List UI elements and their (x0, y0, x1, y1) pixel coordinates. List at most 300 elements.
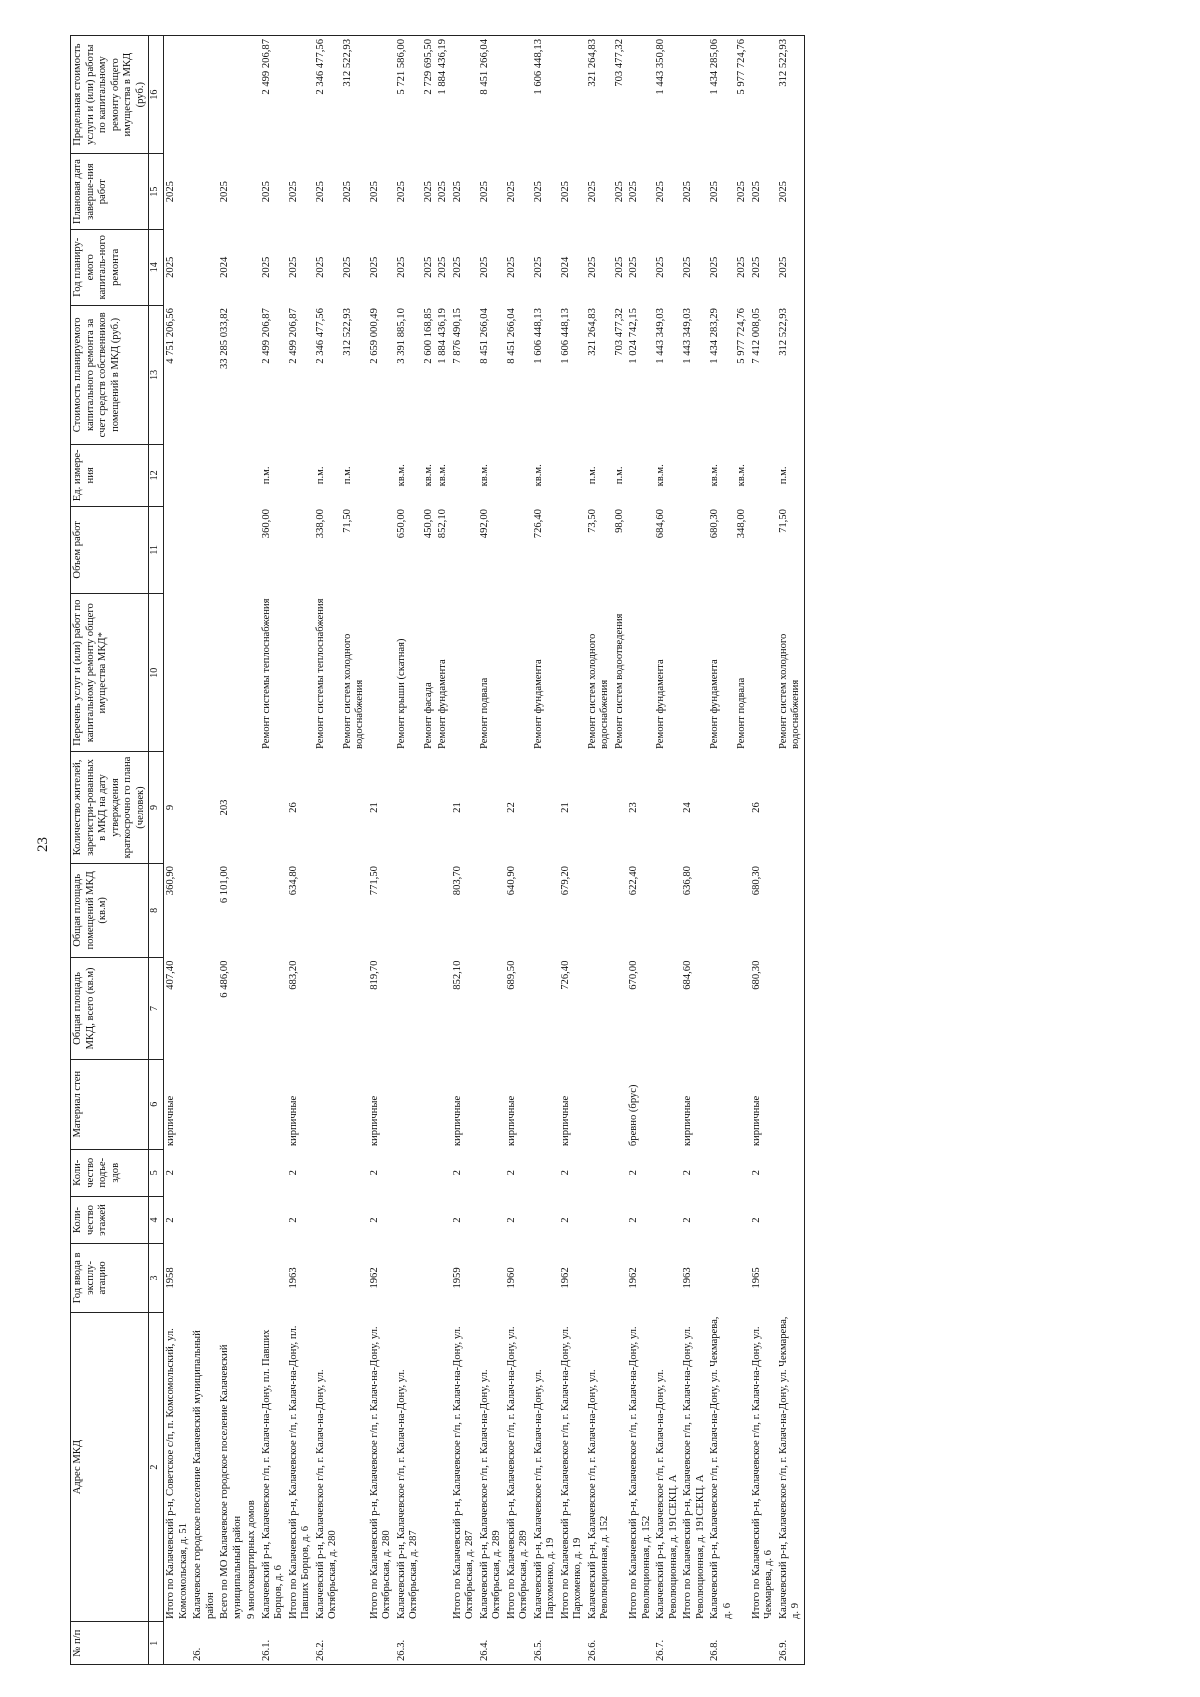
table-cell: 2025 (165, 256, 176, 278)
table-cell (436, 1312, 451, 1622)
table-cell: п.м. (314, 466, 326, 485)
table-cell: кв.м. (736, 464, 747, 487)
table-row (314, 36, 341, 1665)
table-cell (613, 863, 628, 958)
table-cell (218, 506, 245, 593)
table-cell (191, 752, 218, 863)
table-cell (395, 1244, 422, 1313)
table-cell: 2025 (422, 256, 434, 278)
table-cell: кв.м. (478, 464, 490, 487)
table-cell (532, 752, 559, 863)
table-cell: Калачевский р-н, Калачевское г/п, г. Калач-на-Дону, ул. Революционная, д. 191СЕКЦ. А (655, 1369, 679, 1619)
table-cell: кирпичные (682, 1095, 693, 1147)
table-cell (654, 1149, 681, 1196)
table-cell (341, 1196, 368, 1243)
table-cell (777, 752, 805, 863)
table-cell: Ремонт фундамента (437, 659, 448, 749)
table-cell (341, 958, 368, 1060)
table-row (777, 36, 805, 1665)
table-cell (478, 1059, 505, 1149)
table-row (368, 36, 395, 1665)
table-cell (314, 1244, 341, 1313)
table-cell (750, 1622, 777, 1665)
table-cell (164, 594, 192, 752)
table-cell (451, 506, 478, 593)
table-row (750, 36, 777, 1665)
table-cell: 2024 (219, 256, 230, 278)
table-cell (681, 445, 708, 506)
header-cell: Стоимость планируемого капитального ремонта за счет средств собственников помещений в МКД (руб.) (71, 305, 149, 444)
table-cell: 1959 (451, 1267, 463, 1289)
table-cell: п.м. (260, 466, 272, 485)
table-cell: 360,90 (165, 866, 176, 896)
table-cell: 2025 (165, 181, 176, 203)
table-cell (750, 36, 777, 154)
table-cell: 9 многоквартирных домов (246, 1500, 257, 1619)
table-cell (451, 36, 478, 154)
table-cell (422, 1196, 437, 1243)
table-cell: 650,00 (395, 509, 407, 539)
table-cell (750, 445, 777, 506)
table-cell: 726,40 (559, 960, 571, 990)
table-cell: 2025 (777, 154, 805, 230)
table-cell (451, 594, 478, 752)
table-cell: 312 522,93 (777, 36, 805, 154)
table-cell (505, 445, 532, 506)
table-cell: 2025 (736, 181, 747, 203)
table-cell: 1962 (368, 1267, 380, 1289)
table-cell: 21 (368, 802, 380, 813)
table-cell (191, 1244, 218, 1313)
table-cell: 640,90 (505, 866, 517, 896)
table-cell (260, 958, 287, 1060)
table-cell: Ремонт систем холодного водоснабжения (341, 633, 365, 749)
table-cell (750, 506, 777, 593)
table-cell (478, 1149, 505, 1196)
table-cell (777, 1149, 805, 1196)
table-cell (436, 1622, 451, 1665)
table-cell (735, 1244, 750, 1313)
table-cell (559, 594, 586, 752)
table-cell: 2 (628, 1217, 639, 1223)
table-cell (218, 594, 245, 752)
table-cell: Итого по Калачевский р-н, Калачевское г/п, г. Калач-на-Дону, пл. Павших Борцов, д. 6 (287, 1325, 311, 1619)
table-cell (654, 752, 681, 863)
table-cell (532, 1059, 559, 1149)
table-cell (164, 36, 192, 154)
table-cell: Итого по Калачевский р-н, Калачевское г/п, г. Калач-на-Дону, ул. Октябрьская, д. 280 (368, 1326, 392, 1619)
table-cell: 2 (628, 1170, 639, 1176)
capital-repair-table (70, 35, 805, 1665)
table-cell: 1958 (165, 1267, 176, 1289)
table-cell (613, 958, 628, 1060)
table-cell: 312 522,93 (341, 36, 368, 154)
table-cell (478, 958, 505, 1060)
table-row (532, 36, 559, 1665)
table-cell (260, 1244, 287, 1313)
table-cell: 5 721 586,00 (395, 36, 422, 154)
table-cell (245, 752, 260, 863)
table-cell: 852,10 (451, 960, 463, 990)
table-cell: 21 (451, 802, 463, 813)
table-cell: 2025 (655, 181, 666, 203)
table-cell: Ремонт фундамента (532, 659, 544, 749)
table-cell: кирпичные (451, 1095, 463, 1147)
table-cell (341, 1622, 368, 1665)
table-cell: 312 522,93 (777, 305, 805, 444)
table-cell: Ремонт фундамента (655, 659, 666, 749)
header-cell: Количество жителей, зарегистри-рованных в МКД на дату утверждения краткосрочно го плана (человек) (71, 752, 149, 863)
table-cell: 2025 (422, 181, 434, 203)
table-cell: 1 434 283,29 (709, 308, 720, 364)
table-cell (245, 445, 260, 506)
table-cell: 8 451 266,04 (478, 308, 490, 364)
table-cell: 24 (682, 802, 693, 813)
table-cell (436, 863, 451, 958)
table-cell (586, 958, 613, 1060)
table-cell (245, 1059, 260, 1149)
table-row (505, 36, 532, 1665)
table-cell: 1 434 285,06 (708, 36, 735, 154)
table-cell: 4 751 206,56 (165, 308, 176, 364)
table-cell: 2025 (586, 181, 598, 203)
table-cell (613, 752, 628, 863)
table-cell: 98,00 (613, 509, 625, 533)
table-cell (586, 863, 613, 958)
table-cell: 2025 (287, 256, 299, 278)
table-row (422, 36, 437, 1665)
table-cell: 26 (287, 802, 299, 813)
header-cell: Перечень услуг и (или) работ по капитальному ремонту общего имущества МКД* (71, 594, 149, 752)
table-cell (708, 863, 735, 958)
column-number-cell: 15 (149, 154, 164, 230)
table-cell: Всего по МО Калачевское городское поселение Калачевский муниципальный район (219, 1344, 243, 1619)
table-cell: 636,80 (682, 866, 693, 896)
table-cell (436, 1244, 451, 1313)
table-cell: 2 (368, 1170, 380, 1176)
table-cell: 321 264,83 (586, 36, 613, 154)
table-cell: 680,30 (709, 509, 720, 539)
column-number-cell: 2 (149, 1312, 164, 1622)
table-cell: 22 (505, 802, 517, 813)
column-number-cell: 5 (149, 1149, 164, 1196)
table-cell: Калачевский р-н, Калачевское г/п, г. Калач-на-Дону, пл. Павших Борцов, д. 6 (260, 1329, 284, 1619)
table-cell: 8 451 266,04 (478, 36, 505, 154)
table-cell: кирпичные (559, 1095, 571, 1147)
table-cell: 1 443 350,80 (654, 36, 681, 154)
table-cell: 2025 (314, 256, 326, 278)
table-cell: 2025 (736, 256, 747, 278)
table-cell: 21 (559, 802, 571, 813)
table-cell: 2025 (437, 181, 448, 203)
table-cell: 2025 (655, 256, 666, 278)
table-cell: Ремонт подвала (478, 677, 490, 749)
table-cell: 2025 (368, 181, 380, 203)
table-cell (451, 445, 478, 506)
table-cell: 703 477,32 (613, 36, 628, 154)
table-cell (314, 1059, 341, 1149)
table-cell (245, 1149, 260, 1196)
table-cell: 492,00 (478, 509, 490, 539)
table-cell (613, 1244, 628, 1313)
table-cell: 2025 (777, 229, 805, 305)
table-cell: 1960 (505, 1267, 517, 1289)
table-cell: 2025 (628, 181, 639, 203)
table-cell: 360,00 (260, 509, 272, 539)
table-cell: 7 876 490,15 (451, 308, 463, 364)
table-cell (395, 1149, 422, 1196)
table-cell (478, 863, 505, 958)
table-cell: 2025 (478, 256, 490, 278)
table-cell: 1962 (628, 1267, 639, 1289)
table-cell (681, 1622, 708, 1665)
table-cell: 2025 (451, 256, 463, 278)
table-cell: 2025 (287, 181, 299, 203)
table-cell (750, 594, 777, 752)
table-cell (218, 1059, 245, 1149)
table-cell (654, 958, 681, 1060)
table-cell: Итого по Калачевский р-н, Калачевское г/п, г. Калач-на-Дону, ул. Чекмарева, д. 6 (750, 1326, 774, 1619)
table-cell (735, 1622, 750, 1665)
table-cell: 2 346 477,56 (314, 308, 326, 364)
table-cell (287, 36, 314, 154)
table-cell: 2 600 168,85 (422, 308, 434, 364)
table-cell (613, 1622, 628, 1665)
table-cell (245, 154, 260, 230)
table-cell: 2 (505, 1217, 517, 1223)
table-cell: Ремонт подвала (736, 677, 747, 749)
table-cell: 312 522,93 (341, 308, 353, 356)
table-cell: 680,30 (750, 960, 762, 990)
table-row (436, 36, 451, 1665)
table-cell (478, 752, 505, 863)
table-cell: 2 (287, 1217, 299, 1223)
table-cell (586, 1059, 613, 1149)
table-cell: 71,50 (777, 506, 805, 593)
table-cell (532, 863, 559, 958)
table-row (478, 36, 505, 1665)
table-cell: кирпичные (368, 1095, 380, 1147)
table-cell: Калачевский р-н, Калачевское г/п, г. Калач-на-Дону, ул. Революционная, д. 152 (586, 1369, 610, 1619)
table-cell: Ремонт системы теплоснабжения (314, 598, 326, 749)
table-cell: Калачевское городское поселение Калачевский муниципальный район (192, 1330, 216, 1619)
table-cell: Ремонт крыши (скатная) (395, 638, 407, 749)
table-cell: 2025 (395, 181, 407, 203)
table-cell (451, 1622, 478, 1665)
table-cell (654, 1059, 681, 1149)
table-cell (532, 958, 559, 1060)
table-cell: 1965 (750, 1267, 762, 1289)
table-cell: 338,00 (314, 509, 326, 539)
table-cell (422, 1312, 437, 1622)
table-cell: 2025 (682, 181, 693, 203)
table-cell (532, 1149, 559, 1196)
table-cell: 26.8. (708, 1622, 735, 1665)
table-cell: 2025 (532, 181, 544, 203)
table-cell (708, 1244, 735, 1313)
table-cell (218, 1149, 245, 1196)
table-cell (191, 1059, 218, 1149)
table-row (735, 36, 750, 1665)
table-row (586, 36, 613, 1665)
table-cell (436, 1059, 451, 1149)
table-cell (164, 506, 192, 593)
table-row (559, 36, 586, 1665)
column-number-cell: 14 (149, 229, 164, 305)
table-cell: 71,50 (341, 509, 353, 533)
table-cell: 9 (165, 804, 176, 811)
table-cell (191, 506, 218, 593)
header-cell: Год ввода в эксплу-атацию (71, 1244, 149, 1313)
table-row (395, 36, 422, 1665)
table-cell: 2025 (505, 256, 517, 278)
header-cell: Материал стен (71, 1059, 149, 1149)
table-cell: бревно (брус) (628, 1084, 639, 1147)
column-number-row (149, 36, 164, 1665)
table-cell (654, 863, 681, 958)
table-cell: 634,80 (287, 866, 299, 896)
table-cell (735, 958, 750, 1060)
header-cell: Предельная стоимость услуги и (или) работы по капитальному ремонту общего имущества в МКД (руб.) (71, 36, 149, 154)
table-cell (314, 958, 341, 1060)
table-cell (191, 229, 218, 305)
table-cell (245, 36, 260, 154)
table-cell (245, 229, 260, 305)
table-cell (245, 1622, 260, 1665)
table-cell (218, 445, 245, 506)
table-row (613, 36, 628, 1665)
table-cell (586, 1244, 613, 1313)
table-cell (654, 1244, 681, 1313)
table-cell: 2 (682, 1170, 693, 1176)
table-cell (613, 1059, 628, 1149)
table-cell: 1 024 742,15 (628, 308, 639, 364)
table-row (627, 36, 654, 1665)
header-cell: Объем работ (71, 506, 149, 593)
table-cell: 26.2. (314, 1622, 341, 1665)
table-cell: 2025 (341, 256, 353, 278)
table-cell (395, 1059, 422, 1149)
table-cell: 23 (628, 802, 639, 813)
table-cell (164, 445, 192, 506)
table-row (451, 36, 478, 1665)
table-cell: 26. (191, 1622, 218, 1665)
table-cell: кв.м. (395, 464, 407, 487)
table-cell (314, 1196, 341, 1243)
table-cell (368, 594, 395, 752)
table-cell: п.м. (613, 466, 625, 485)
table-cell: 852,10 (437, 509, 448, 539)
table-cell: 2025 (437, 256, 448, 278)
table-row (260, 36, 287, 1665)
table-cell (735, 752, 750, 863)
table-cell (218, 36, 245, 154)
table-cell (422, 958, 437, 1060)
table-cell: 670,00 (628, 960, 639, 990)
table-cell (735, 863, 750, 958)
table-cell: 803,70 (451, 866, 463, 896)
table-cell: 1 606 448,13 (532, 308, 544, 364)
table-cell: 1 443 349,03 (655, 308, 666, 364)
table-cell: 2 (750, 1170, 762, 1176)
table-cell: 2 (165, 1170, 176, 1176)
table-cell: 2025 (260, 256, 272, 278)
table-body (164, 36, 805, 1665)
table-cell (627, 506, 654, 593)
table-cell: Ремонт фасада (422, 682, 434, 749)
table-cell (341, 1244, 368, 1313)
table-cell: 2025 (613, 256, 625, 278)
table-cell: 2 (451, 1170, 463, 1176)
table-cell: 26.9. (777, 1622, 805, 1665)
header-cell: Ед. измере-ния (71, 445, 149, 506)
table-cell: 203 (219, 799, 230, 816)
table-cell: 2025 (613, 181, 625, 203)
table-cell: кв.м. (532, 464, 544, 487)
table-cell: Итого по Калачевский р-н, Калачевское г/п, г. Калач-на-Дону, ул. Революционная, д. 191СЕКЦ. А (682, 1326, 706, 1619)
table-cell (613, 1196, 628, 1243)
table-cell: 2025 (628, 256, 639, 278)
table-cell (314, 752, 341, 863)
table-cell: 2 729 695,50 (422, 36, 437, 154)
column-number-cell: 6 (149, 1059, 164, 1149)
table-cell (218, 1244, 245, 1313)
table-cell (191, 36, 218, 154)
table-cell: 26.6. (586, 1622, 613, 1665)
table-cell: 5 977 724,76 (736, 308, 747, 364)
table-cell (341, 1059, 368, 1149)
table-cell (478, 1196, 505, 1243)
table-cell (505, 1622, 532, 1665)
header-cell: Общая площадь помещений МКД (кв.м) (71, 863, 149, 958)
table-cell: Калачевский р-н, Калачевское г/п, г. Калач-на-Дону, ул. Октябрьская, д. 280 (314, 1369, 338, 1619)
table-cell: 726,40 (532, 509, 544, 539)
table-cell (395, 1196, 422, 1243)
table-cell (586, 1149, 613, 1196)
table-cell: 73,50 (586, 509, 598, 533)
table-cell (735, 1312, 750, 1622)
table-row (191, 36, 218, 1665)
column-number-cell: 8 (149, 863, 164, 958)
table-cell (260, 863, 287, 958)
table-row (681, 36, 708, 1665)
table-cell (436, 958, 451, 1060)
table-cell: 2 (287, 1170, 299, 1176)
table-cell: 321 264,83 (586, 308, 598, 356)
table-cell: 1 443 349,03 (682, 308, 693, 364)
table-cell: 1962 (559, 1267, 571, 1289)
table-cell: 622,40 (628, 866, 639, 896)
table-cell (218, 1196, 245, 1243)
table-cell (314, 863, 341, 958)
table-cell (613, 1312, 628, 1622)
page-number: 23 (35, 837, 51, 852)
table-cell (627, 36, 654, 154)
table-cell: 2 (559, 1170, 571, 1176)
header-cell: Коли-чество этажей (71, 1196, 149, 1243)
table-cell: кирпичные (165, 1095, 176, 1147)
table-cell: 6 486,00 (219, 960, 230, 998)
table-cell: 2 (451, 1217, 463, 1223)
table-cell: 2 (750, 1217, 762, 1223)
table-cell: кирпичные (287, 1095, 299, 1147)
column-number-cell: 13 (149, 305, 164, 444)
table-cell: 684,60 (682, 960, 693, 990)
rotated-page (70, 35, 1170, 1665)
table-cell (368, 1622, 395, 1665)
table-cell: кв.м. (655, 464, 666, 487)
table-cell (559, 36, 586, 154)
